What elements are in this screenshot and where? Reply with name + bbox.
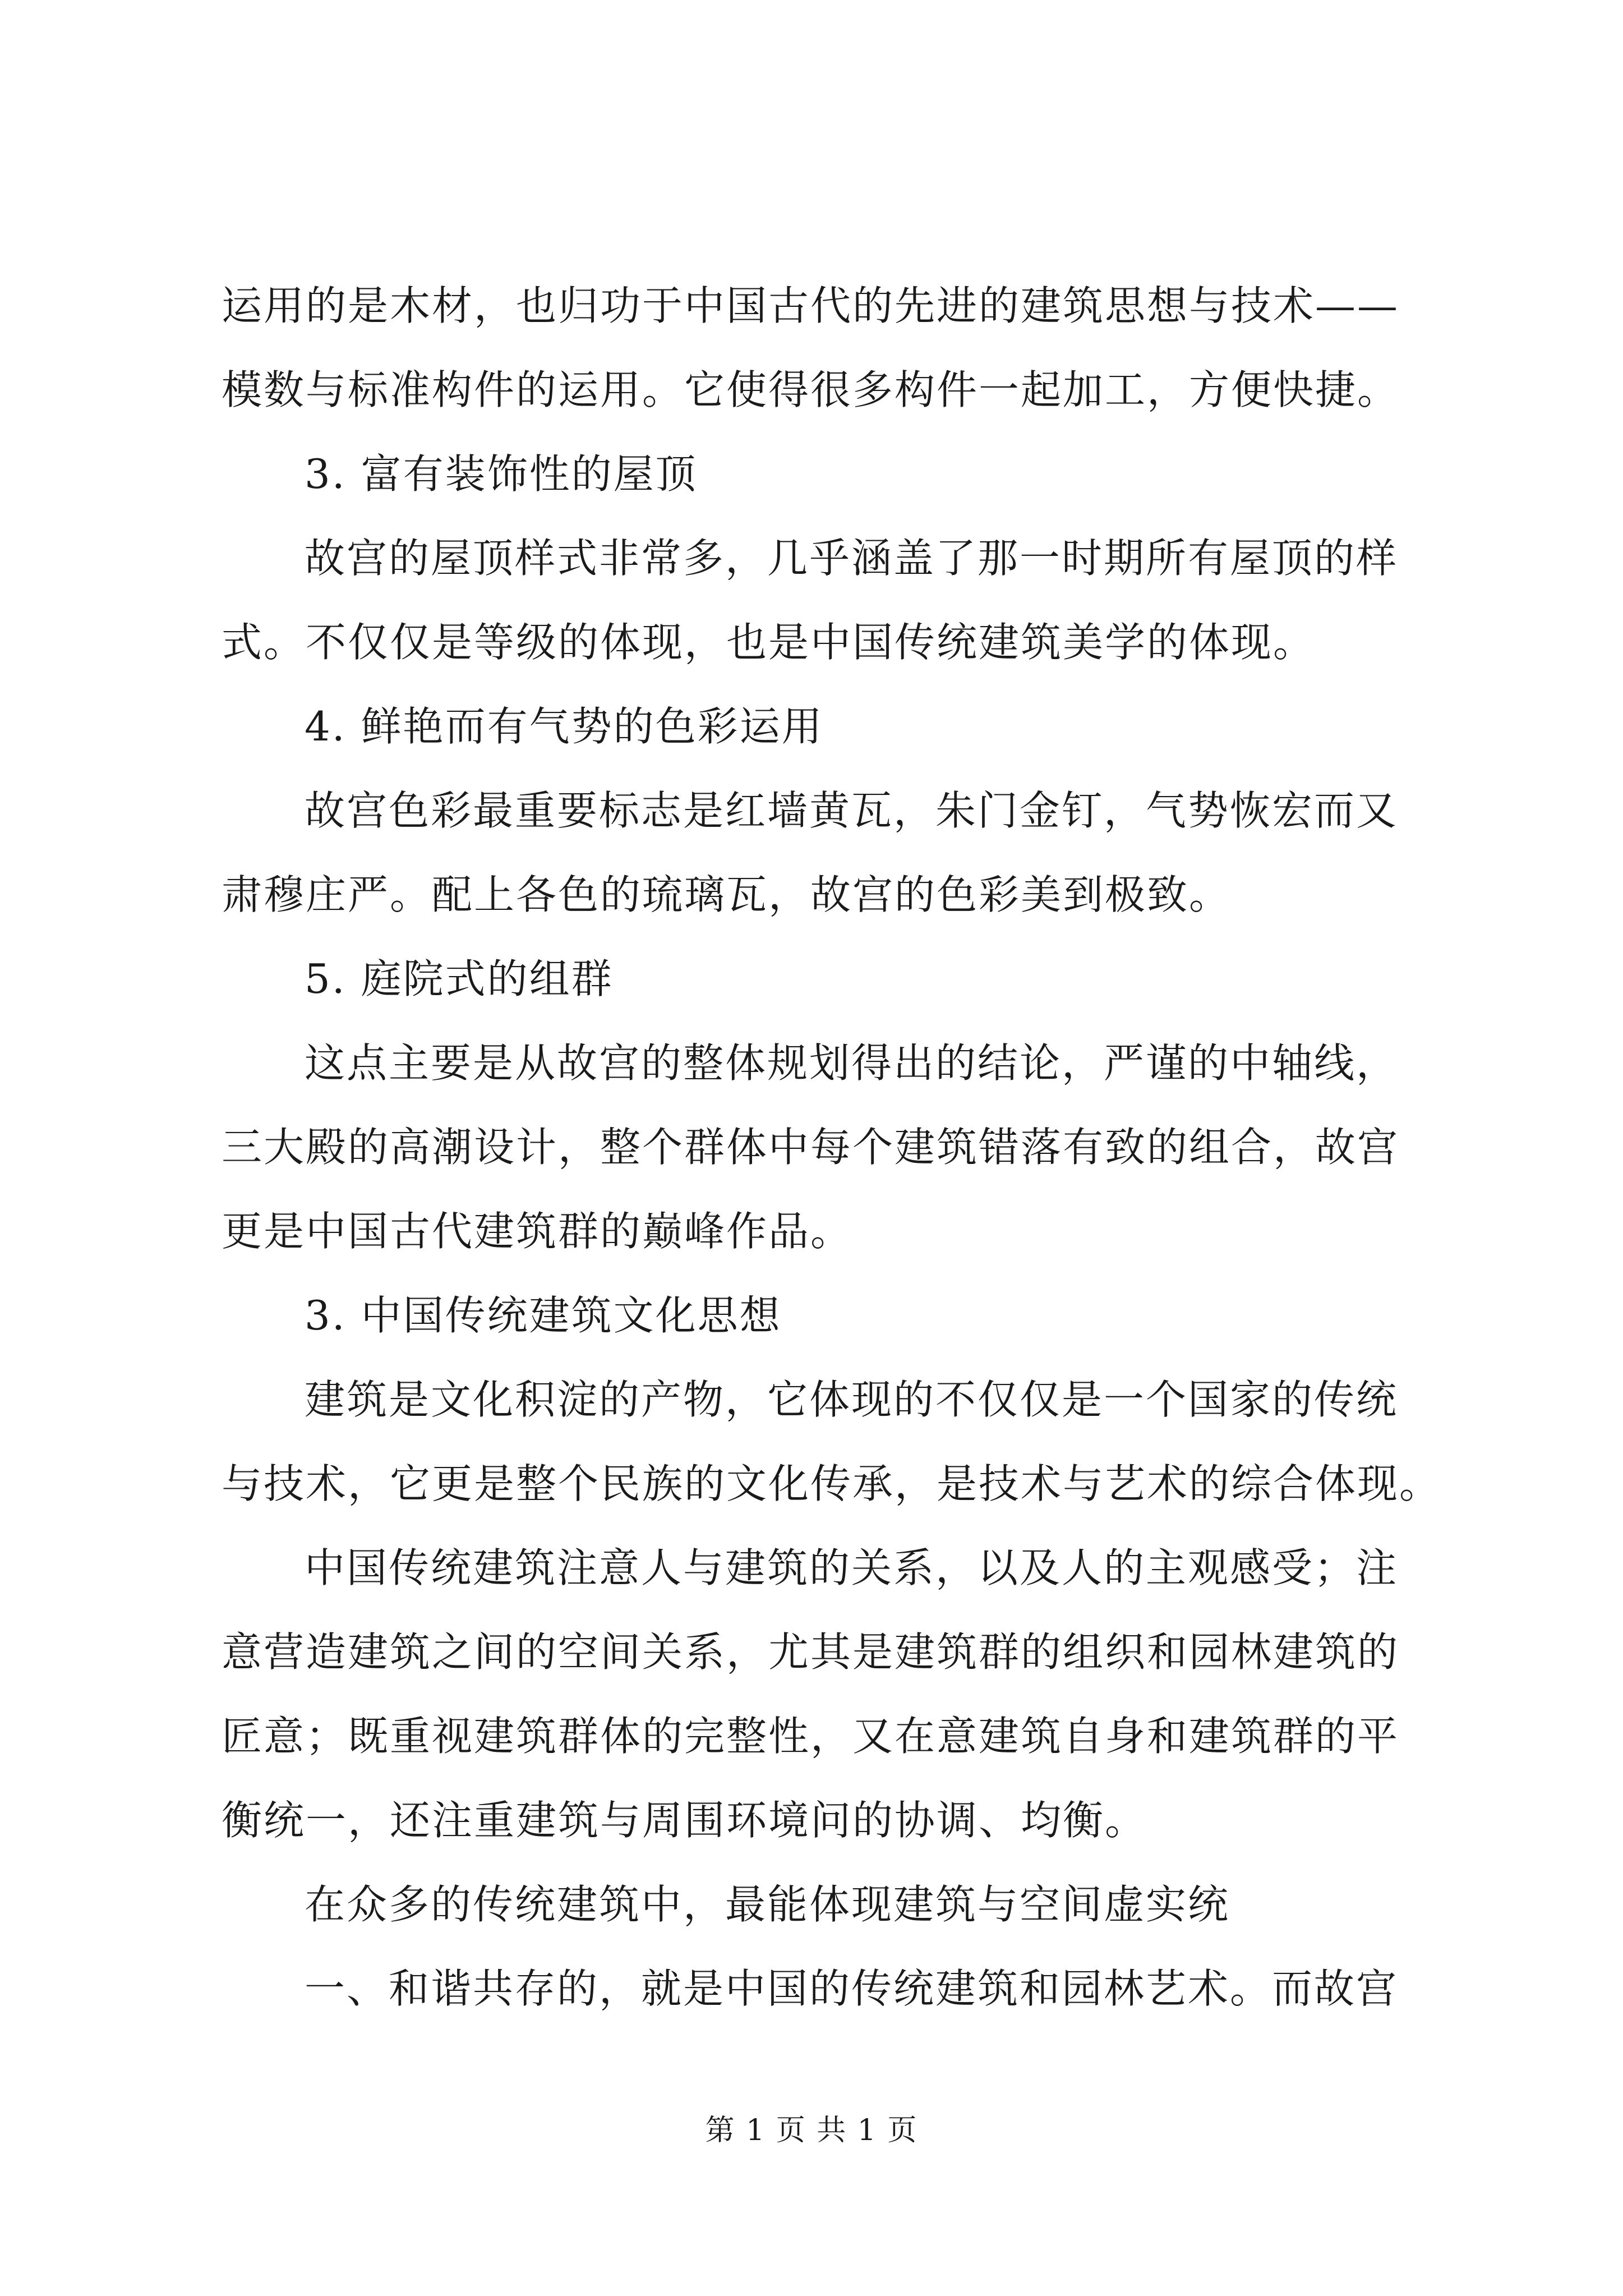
section-heading: 3. 富有装饰性的屋顶 — [305, 450, 698, 498]
text-line: 肃穆庄严。配上各色的琉璃瓦，故宫的色彩美到极致。 — [222, 871, 1232, 918]
text-line: 式。不仅仅是等级的体现，也是中国传统建筑美学的体现。 — [222, 619, 1316, 666]
page-footer: 第 1 页 共 1 页 — [705, 2114, 918, 2147]
text-line: 这点主要是从故宫的整体规划得出的结论，严谨的中轴线， — [305, 1039, 1399, 1087]
text-line: 故宫的屋顶样式非常多，几乎涵盖了那一时期所有屋顶的样 — [305, 535, 1399, 582]
section-heading: 5. 庭院式的组群 — [305, 955, 614, 1002]
text-line: 更是中国古代建筑群的巅峰作品。 — [222, 1208, 853, 1255]
text-line: 与技术，它更是整个民族的文化传承，是技术与艺术的综合体现。 — [222, 1460, 1442, 1507]
text-line: 中国传统建筑注意人与建筑的关系，以及人的主观感受；注 — [305, 1544, 1399, 1591]
text-line: 三大殿的高潮设计，整个群体中每个建筑错落有致的组合，故宫 — [222, 1124, 1400, 1171]
section-heading: 4. 鲜艳而有气势的色彩运用 — [305, 703, 824, 750]
text-line: 在众多的传统建筑中，最能体现建筑与空间虚实统 — [305, 1881, 1230, 1928]
text-line: 一、和谐共存的，就是中国的传统建筑和园林艺术。而故宫 — [305, 1965, 1399, 2012]
text-line: 建筑是文化积淀的产物，它体现的不仅仅是一个国家的传统 — [305, 1376, 1399, 1423]
text-line: 匠意；既重视建筑群体的完整性，又在意建筑自身和建筑群的平 — [222, 1713, 1400, 1760]
text-line: 意营造建筑之间的空间关系，尤其是建筑群的组织和园林建筑的 — [222, 1628, 1400, 1676]
document-body — [222, 264, 1442, 2031]
text-line: 衡统一，还注重建筑与周围环境问的协调、均衡。 — [222, 1797, 1147, 1844]
text-line: 故宫色彩最重要标志是红墙黄瓦，朱门金钉，气势恢宏而又 — [305, 787, 1399, 834]
text-line: 运用的是木材，也归功于中国古代的先进的建筑思想与技术—— — [222, 282, 1400, 329]
section-heading: 3. 中国传统建筑文化思想 — [305, 1292, 782, 1339]
text-line: 模数与标准构件的运用。它使得很多构件一起加工，方便快捷。 — [222, 366, 1400, 413]
